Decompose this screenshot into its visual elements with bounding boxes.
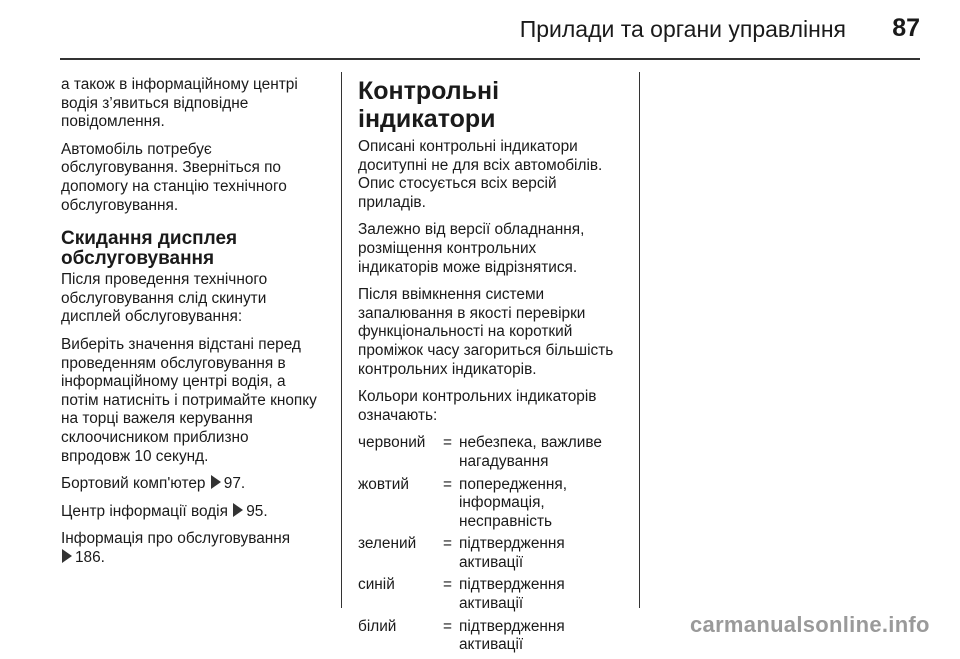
- color-meaning: небезпека, важливе нагадування: [459, 434, 602, 470]
- color-name: зелений: [358, 535, 417, 553]
- table-row: [358, 576, 630, 617]
- color-name: жовтий: [358, 475, 409, 493]
- color-meaning: підтвердження активації: [459, 617, 565, 654]
- paragraph: Після ввімкнення системи запалювання в якості перевірки функціональності на короткий проміжок часу загориться більшість контрольних індикаторів.: [358, 286, 614, 378]
- section-heading: Контрольні індикатори: [358, 77, 500, 133]
- table-row: [358, 535, 630, 576]
- cross-reference-arrow-icon: [211, 475, 221, 489]
- cross-reference-page: 186.: [75, 548, 105, 566]
- equals-sign: =: [443, 475, 452, 493]
- section-heading: Скидання дисплея обслуговування: [61, 228, 238, 270]
- cross-reference[interactable]: [61, 503, 331, 522]
- column-divider: [639, 72, 640, 608]
- equals-sign: =: [443, 617, 452, 635]
- equals-sign: =: [443, 576, 452, 594]
- watermark: carmanualsonline.info: [690, 612, 930, 637]
- table-row: [358, 476, 630, 536]
- table-row: [358, 618, 630, 659]
- middle-column: [358, 77, 630, 659]
- paragraph: а також в інформаційному центрі водія з’явиться відповідне повідомлення.: [61, 76, 298, 131]
- paragraph: Після проведення технічного обслуговування слід скинути дисплей обслуговування:: [61, 271, 268, 326]
- page-header: [60, 0, 920, 60]
- paragraph: Описані контрольні індикатори доситупні не для всіх автомобілів. Опис стосується всіх версій приладів.: [358, 138, 603, 211]
- column-divider: [341, 72, 342, 608]
- color-meaning: підтвердження активації: [459, 576, 565, 613]
- cross-reference-page: 97.: [223, 475, 246, 493]
- color-name: білий: [358, 617, 397, 635]
- cross-reference-text: Інформація про обслуговування: [61, 530, 291, 548]
- paragraph: Залежно від версії обладнання, розміщення контрольних індикаторів може відрізнятися.: [358, 221, 585, 276]
- cross-reference[interactable]: [61, 475, 331, 494]
- color-meaning: попередження, інформація, несправність: [459, 475, 568, 530]
- cross-reference-page: 95.: [246, 502, 268, 520]
- left-column: [61, 76, 331, 576]
- color-name: синій: [358, 576, 395, 594]
- color-meaning: підтвердження активації: [459, 535, 565, 571]
- page-number: 87: [892, 14, 920, 42]
- color-name: червоний: [358, 434, 426, 452]
- indicator-color-table: [358, 434, 630, 659]
- paragraph: Автомобіль потребує обслуговування. Зверніться по допомогу на станцію технічного обслуговування.: [61, 140, 287, 214]
- cross-reference-arrow-icon: [233, 503, 243, 517]
- table-row: [358, 434, 630, 475]
- paragraph: Виберіть значення відстані перед проведенням обслуговування в інформаційному центрі водія, а потім натисніть і потримайте кнопку на торці важеля керування склоочисником приблизно впродовж 10 секунд.: [61, 335, 317, 465]
- page-title: Прилади та органи управління: [519, 16, 846, 42]
- cross-reference-text: Центр інформації водія: [61, 502, 228, 520]
- cross-reference[interactable]: [61, 530, 331, 567]
- paragraph: Кольори контрольних індикаторів означають:: [358, 388, 597, 424]
- equals-sign: =: [443, 535, 452, 553]
- cross-reference-text: Бортовий комп'ютер: [61, 475, 206, 493]
- equals-sign: =: [443, 434, 452, 452]
- cross-reference-arrow-icon: [62, 549, 72, 563]
